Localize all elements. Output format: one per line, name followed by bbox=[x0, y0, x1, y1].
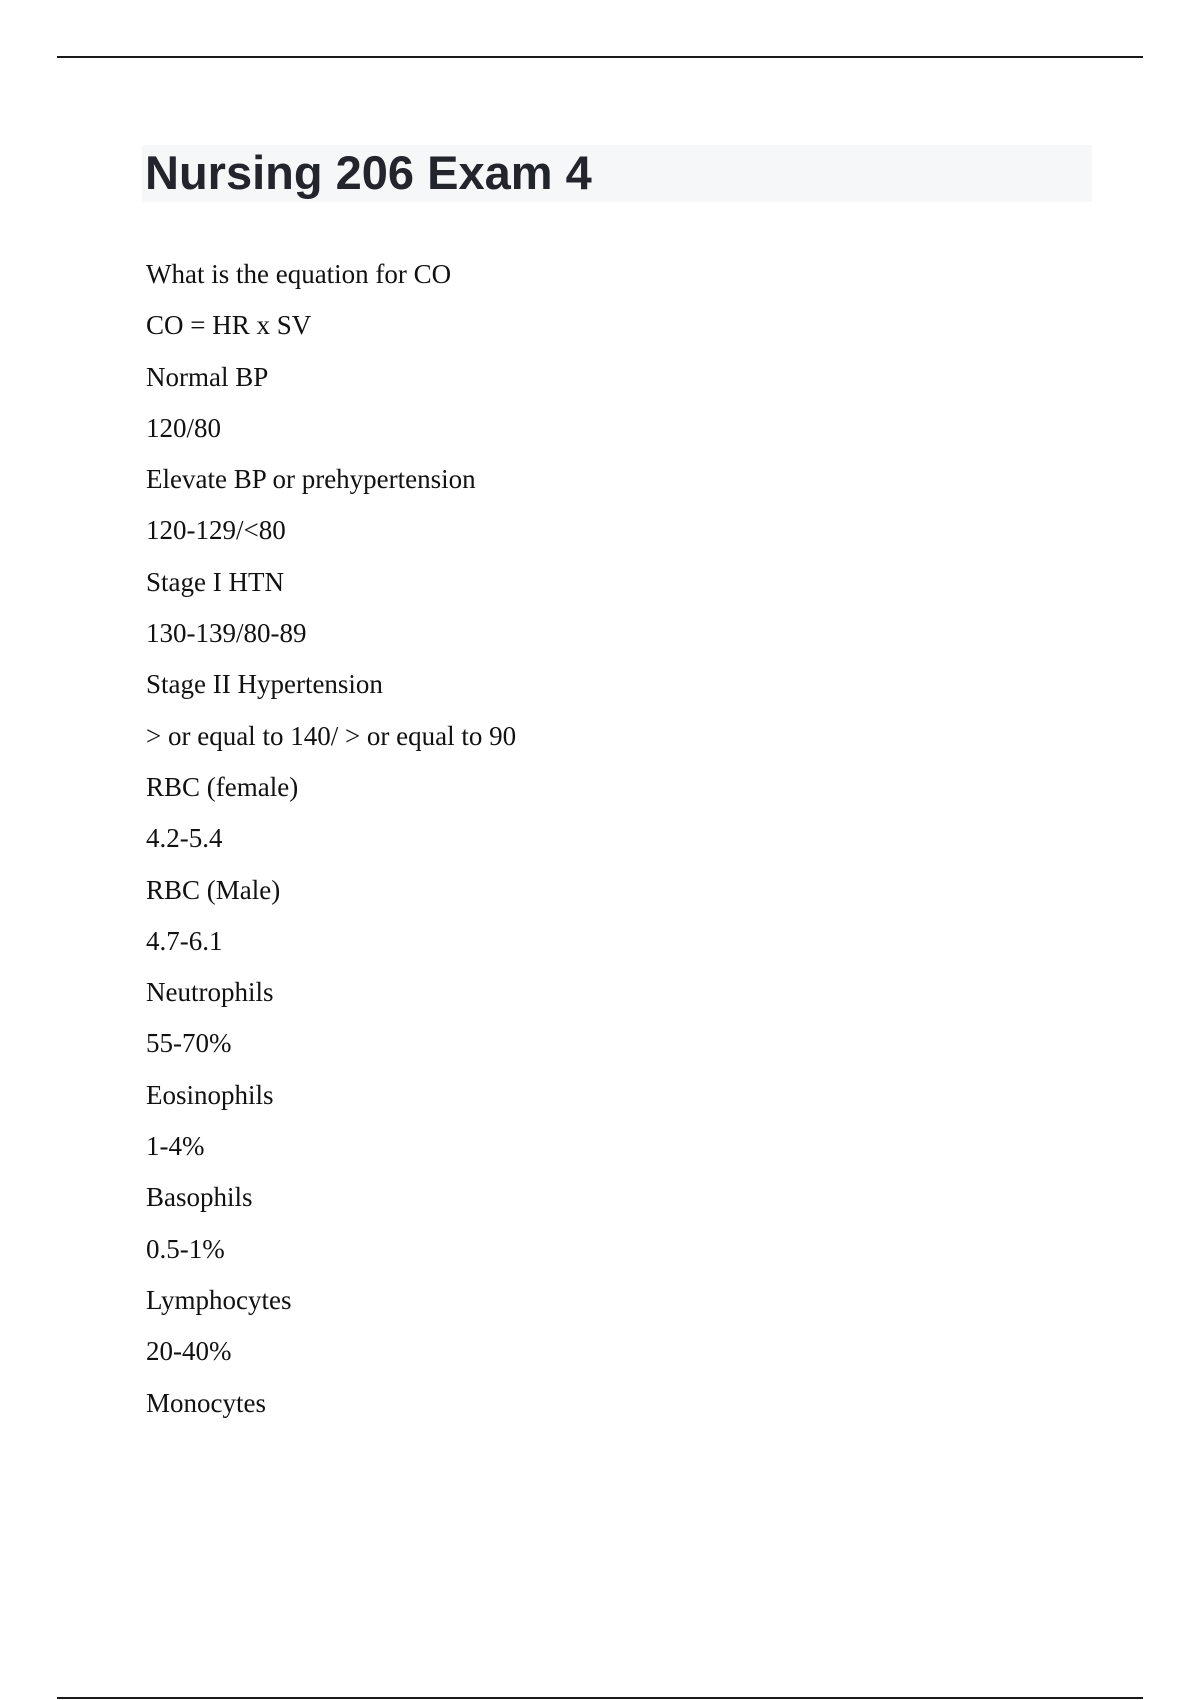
flashcard-line: RBC (female) bbox=[146, 771, 299, 802]
flashcard-line: CO = HR x SV bbox=[146, 310, 312, 341]
top-divider bbox=[57, 56, 1143, 58]
flashcard-line: What is the equation for CO bbox=[146, 259, 452, 289]
flashcard-list bbox=[146, 249, 516, 1429]
flashcard-line: 130-139/80-89 bbox=[146, 618, 307, 649]
flashcard-line: Normal BP bbox=[146, 361, 269, 392]
flashcard-line: 4.2-5.4 bbox=[146, 823, 223, 854]
page-title: Nursing 206 Exam 4 bbox=[145, 146, 592, 199]
flashcard-line: 120/80 bbox=[146, 412, 222, 443]
flashcard-line: Eosinophils bbox=[146, 1079, 274, 1110]
bottom-divider bbox=[57, 1697, 1143, 1699]
flashcard-line: 55-70% bbox=[146, 1028, 232, 1059]
flashcard-line: Lymphocytes bbox=[146, 1284, 292, 1315]
flashcard-line: Elevate BP or prehypertension bbox=[146, 464, 476, 495]
flashcard-line: RBC (Male) bbox=[146, 874, 281, 905]
flashcard-line: Stage I HTN bbox=[146, 566, 284, 597]
flashcard-line: 1-4% bbox=[146, 1131, 205, 1162]
flashcard-line: Neutrophils bbox=[146, 977, 274, 1008]
flashcard-line: 4.7-6.1 bbox=[146, 925, 223, 956]
flashcard-line: > or equal to 140/ > or equal to 90 bbox=[146, 720, 517, 751]
flashcard-line: Monocytes bbox=[146, 1387, 266, 1418]
flashcard-line: 0.5-1% bbox=[146, 1233, 225, 1264]
flashcard-line: 120-129/<80 bbox=[146, 515, 286, 546]
flashcard-line: Basophils bbox=[146, 1182, 253, 1213]
flashcard-line: 20-40% bbox=[146, 1336, 232, 1367]
flashcard-line: Stage II Hypertension bbox=[146, 669, 383, 700]
